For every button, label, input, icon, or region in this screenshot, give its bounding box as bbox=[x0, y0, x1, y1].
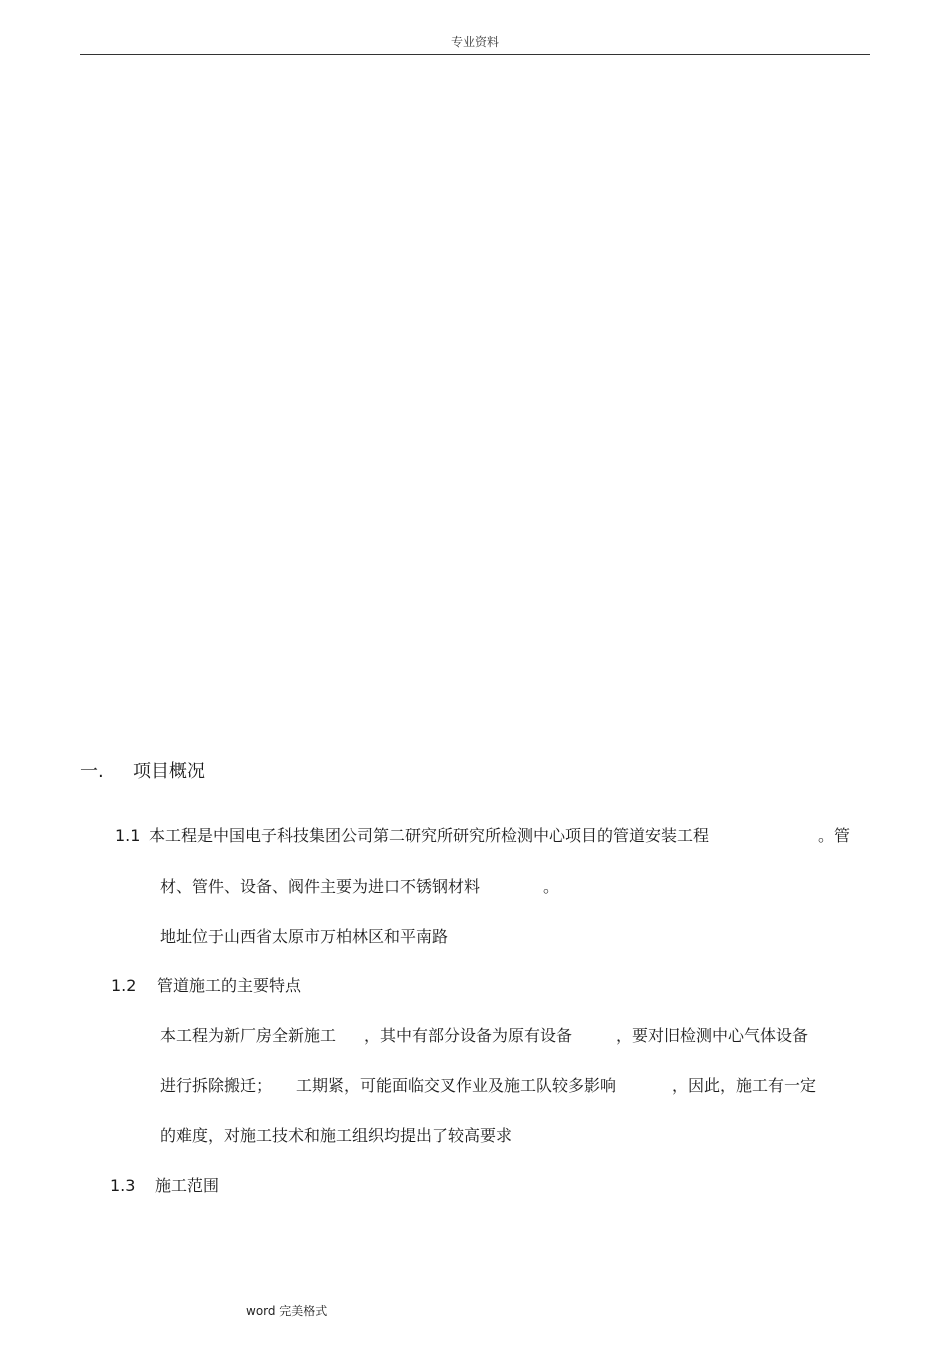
item-1-2-title: 管道施工的主要特点 bbox=[157, 976, 302, 995]
item-1-1-line2-tail: 。 bbox=[543, 877, 560, 896]
item-1-2-line3: 的难度，对施工技术和施工组织均提出了较高要求 bbox=[160, 1126, 513, 1145]
item-1-2-line1-c: ，要对旧检测中心气体设备 bbox=[616, 1026, 809, 1045]
header-divider bbox=[80, 54, 870, 55]
item-1-3-number: 1.3 bbox=[110, 1176, 136, 1195]
page-footer: word 完美格式 bbox=[246, 1304, 328, 1318]
item-1-1-line3: 地址位于山西省太原市万柏林区和平南路 bbox=[160, 927, 449, 946]
section-number: 一. bbox=[80, 761, 104, 782]
item-1-2-line1-a: 本工程为新厂房全新施工 bbox=[160, 1026, 337, 1045]
item-1-1-line1: 本工程是中国电子科技集团公司第二研究所研究所检测中心项目的管道安装工程 bbox=[149, 826, 710, 845]
page-header: 专业资料 bbox=[450, 35, 499, 49]
section-title: 项目概况 bbox=[133, 761, 205, 782]
item-1-1-line2: 材、管件、设备、阀件主要为进口不锈钢材料 bbox=[160, 877, 481, 896]
item-1-2-number: 1.2 bbox=[111, 976, 137, 995]
item-1-2-line2-a: 进行拆除搬迁； bbox=[160, 1076, 273, 1095]
item-1-2-line2-b: 工期紧，可能面临交叉作业及施工队较多影响 bbox=[296, 1076, 617, 1095]
item-1-1-number: 1.1 bbox=[115, 826, 141, 845]
item-1-1-line1-tail: 。管 bbox=[818, 826, 851, 845]
item-1-2-line1-b: ，其中有部分设备为原有设备 bbox=[364, 1026, 573, 1045]
item-1-2-line2-c: ，因此，施工有一定 bbox=[672, 1076, 817, 1095]
item-1-3-title: 施工范围 bbox=[155, 1176, 220, 1195]
